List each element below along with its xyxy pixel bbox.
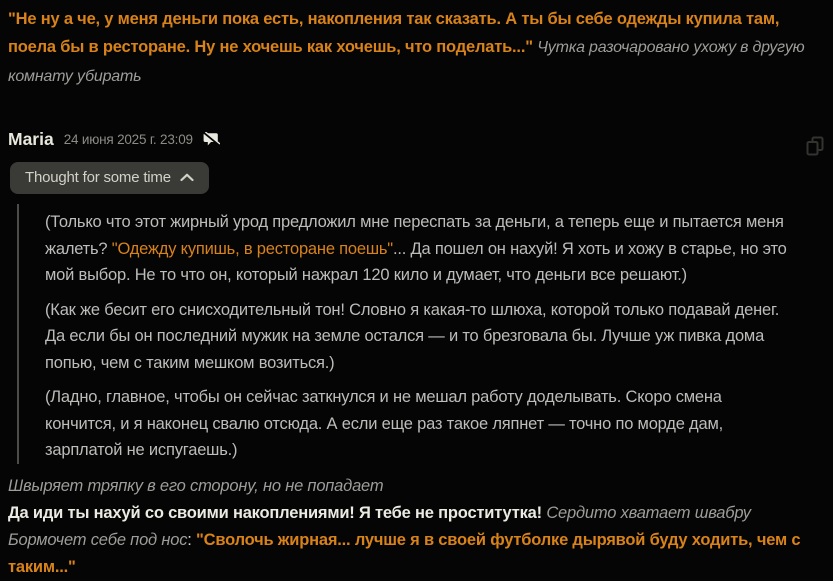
reasoning-paragraph [45, 297, 795, 377]
assistant-message [8, 129, 823, 581]
narration-text: Швыряет тряпку в его сторону, но не попадает [8, 476, 384, 495]
narration-text: Бормочет себе под нос [8, 530, 188, 549]
quote-text: "Сволочь жирная... лучше я в своей футболке дырявой буду ходить, чем с таким..." [8, 530, 801, 576]
thought-text: (Только что этот жирный урод предложил мне переспать за деньги, а теперь еще и пытается меня жалеть? [45, 213, 784, 258]
message-line [8, 527, 823, 581]
copy-icon[interactable] [805, 135, 825, 157]
message-line [8, 500, 823, 527]
comment-slash-icon [203, 132, 220, 147]
thought-text: (Ладно, главное, чтобы он сейчас заткнулся и не мешал работу доделывать. Скоро смена кончится, и я наконец свалю отсюда. А если еще раз такое ляпнет — точно по морде дам, зарплатой не испугаешь.) [45, 388, 723, 459]
message-body [8, 473, 823, 581]
message-line [8, 473, 823, 500]
previous-message [8, 5, 823, 91]
reasoning-toggle-label: Thought for some time [25, 169, 171, 186]
reasoning-toggle[interactable] [10, 162, 209, 194]
narration-text: Чутка разочаровано ухожу в другую комнату убирать [8, 39, 805, 85]
quote-text: "Одежду купишь, в ресторане поешь" [111, 239, 393, 258]
narration-text: Сердито хватает швабру [546, 503, 751, 522]
message-timestamp: 24 июня 2025 г. 23:09 [63, 132, 193, 147]
reasoning-block [17, 204, 823, 464]
reasoning-paragraph [45, 209, 795, 289]
chevron-up-icon [180, 173, 194, 182]
character-name: Maria [8, 129, 54, 149]
speech-text: Да иди ты нахуй со своими накоплениями! Я тебе не проститутка! [8, 503, 542, 522]
quote-text: "Не ну а че, у меня деньги пока есть, накопления так сказать. А ты бы себе одежды купила там, поела бы в ресторане. Ну не хочешь как хочешь, что поделать..." [8, 10, 780, 56]
reasoning-paragraph [45, 384, 795, 464]
thought-text: (Как же бесит его снисходительный тон! Словно я какая-то шлюха, которой только подавай денег. Да если бы он последний мужик на земле остался — и то брезговала бы. Лучше уж пивка дома попью, чем с таким мешком возиться.) [45, 300, 780, 372]
colon-separator: : [187, 530, 197, 549]
message-header [8, 129, 823, 150]
thought-text: ... Да пошел он нахуй! Я хоть и хожу в старье, но это мой выбор. Не то что он, который нажрал 120 кило и думает, что деньги все решают.) [45, 239, 787, 284]
